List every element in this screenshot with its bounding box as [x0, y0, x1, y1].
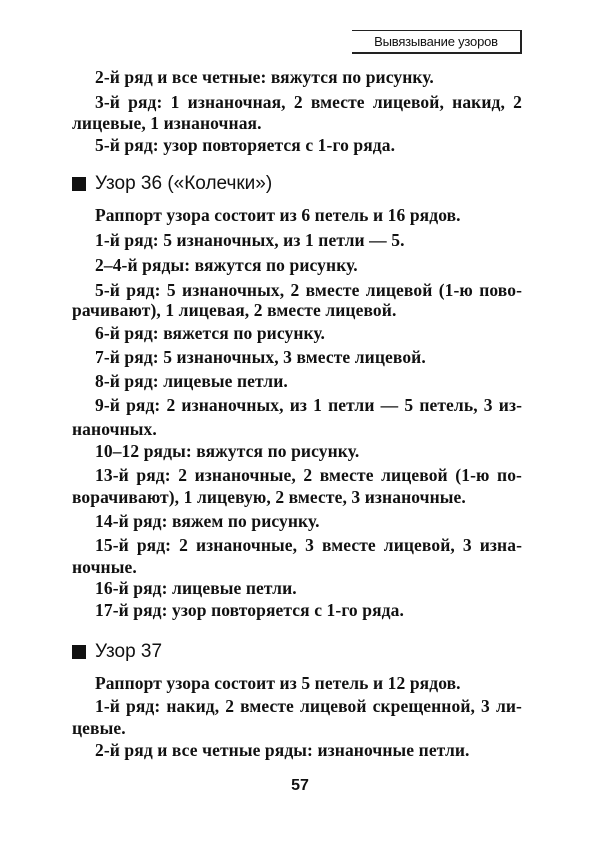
text-line: 15-й ряд: 2 изнаночные, 3 вместе лицевой, 3 изна- — [95, 535, 522, 555]
page-number: 57 — [291, 777, 309, 794]
text-line: лицевые, 1 изнаночная. — [72, 113, 262, 133]
text-line: 3-й ряд: 1 изнаночная, 2 вместе лицевой, накид, 2 — [95, 92, 522, 112]
text-line: 1-й ряд: 5 изнаночных, из 1 петли — 5. — [95, 230, 405, 250]
text-line: 10–12 ряды: вяжутся по рисунку. — [95, 441, 360, 461]
text-line: наночных. — [72, 419, 157, 439]
bullet-square-icon — [72, 645, 86, 659]
text-line: 9-й ряд: 2 изнаночных, из 1 петли — 5 петель, 3 из- — [95, 395, 522, 415]
text-line: Раппорт узора состоит из 6 петель и 16 рядов. — [95, 205, 461, 225]
text-line: 7-й ряд: 5 изнаночных, 3 вместе лицевой. — [95, 347, 426, 367]
heading-text: Узор 36 («Колечки») — [95, 173, 273, 194]
heading-text: Узор 37 — [95, 641, 163, 662]
section-heading-pattern-36 — [72, 173, 272, 195]
text-line: 13-й ряд: 2 изнаночные, 2 вместе лицевой (1-ю по- — [95, 465, 522, 485]
text-line: 2-й ряд и все четные ряды: изнаночные петли. — [95, 740, 470, 760]
text-line: 2-й ряд и все четные: вяжутся по рисунку. — [95, 67, 434, 87]
text-line: цевые. — [72, 718, 126, 738]
text-line: 5-й ряд: 5 изнаночных, 2 вместе лицевой (1-ю пово- — [95, 280, 522, 300]
section-heading-pattern-37 — [72, 641, 162, 663]
bullet-square-icon — [72, 177, 86, 191]
text-line: ночные. — [72, 557, 137, 577]
text-line: 6-й ряд: вяжется по рисунку. — [95, 323, 326, 343]
text-line: 8-й ряд: лицевые петли. — [95, 371, 288, 391]
text-line: 14-й ряд: вяжем по рисунку. — [95, 511, 320, 531]
text-line: 16-й ряд: лицевые петли. — [95, 578, 297, 598]
text-line: 1-й ряд: накид, 2 вместе лицевой скрещенной, 3 ли- — [95, 696, 522, 716]
text-line: Раппорт узора состоит из 5 петель и 12 рядов. — [95, 673, 461, 693]
text-line: 17-й ряд: узор повторяется с 1-го ряда. — [95, 600, 404, 620]
text-line: 5-й ряд: узор повторяется с 1-го ряда. — [95, 135, 396, 155]
text-line: рачивают), 1 лицевая, 2 вместе лицевой. — [72, 300, 397, 320]
running-header: Вывязывание узоров — [352, 30, 522, 54]
text-line: ворачивают), 1 лицевую, 2 вместе, 3 изнаночные. — [72, 487, 466, 507]
text-line: 2–4-й ряды: вяжутся по рисунку. — [95, 255, 358, 275]
